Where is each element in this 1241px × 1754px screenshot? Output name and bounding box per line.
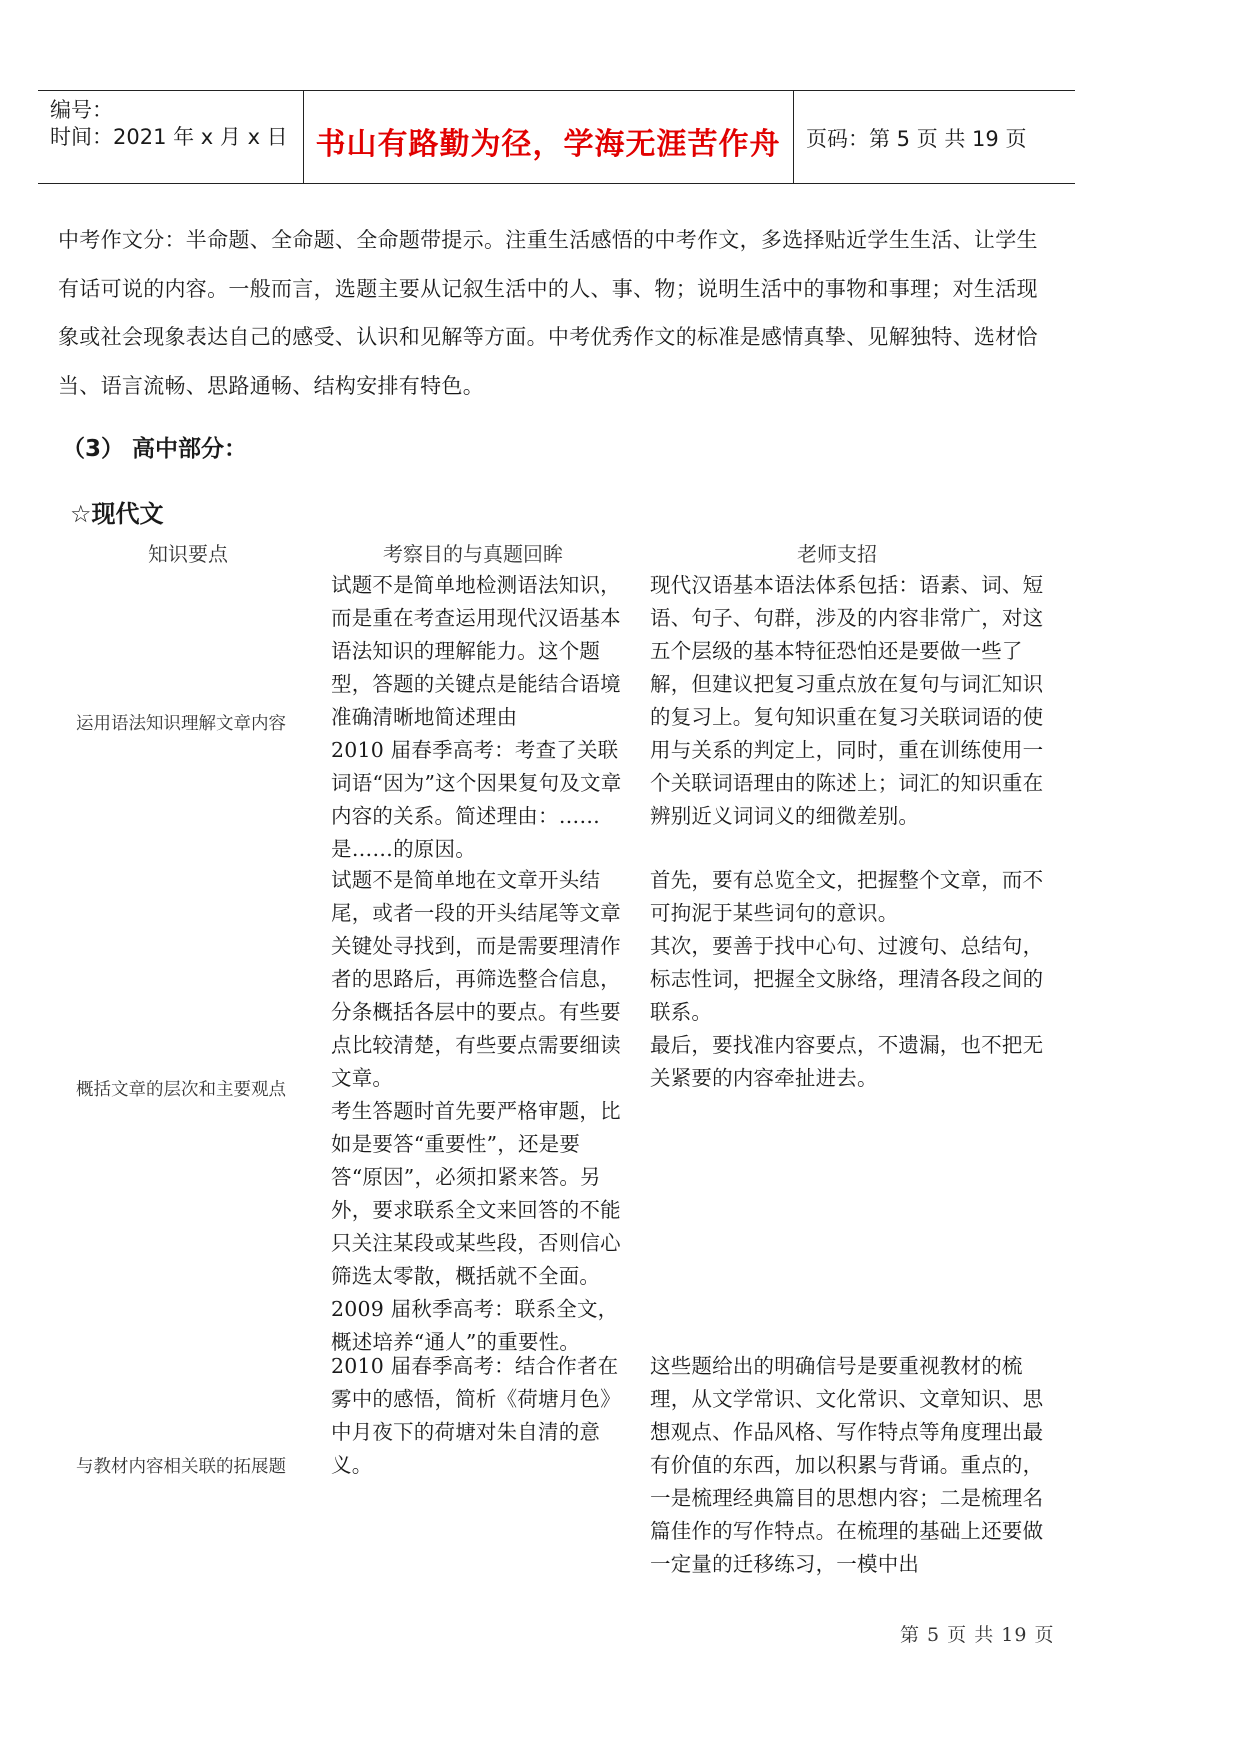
row-2-point: 概括文章的层次和主要观点 xyxy=(76,1080,286,1100)
table-header-purpose: 考察目的与真题回眸 xyxy=(383,542,563,566)
header-page-number: 页码：第 5 页 共 19 页 xyxy=(806,127,1027,151)
row-2-tips: 首先，要有总览全文，把握整个文章，而不可拘泥于某些词句的意识。 其次，要善于找中心句、过渡句、总结句，标志性词，把握全文脉络，理清各段之间的联系。 最后，要找准内容要点，不遗漏，也不把无关紧要的内容牵扯进去。 xyxy=(650,868,1044,1090)
table-header-tips: 老师支招 xyxy=(797,542,877,566)
row-2-purpose: 试题不是简单地在文章开头结尾，或者一段的开头结尾等文章关键处寻找到，而是需要理清作者的思路后，再筛选整合信息，分条概括各层中的要点。有些要点比较清楚，有些要点需要细读文章。 考生答题时首先要严格审题，比如是要答“重要性”，还是要答“原因”，必须扣紧来答。另外，要求联系全文来回答的不能只关注某段或某些段，否则信心筛选太零散，概括就不全面。 2009 届秋季高考：联系全文，概述培养“通人”的重要性。 xyxy=(331,868,621,1354)
header-meta-cell xyxy=(38,91,304,183)
row-1-purpose: 试题不是简单地检测语法知识，而是重在考查运用现代汉语基本语法知识的理解能力。这个题型，答题的关键点是能结合语境准确清晰地简述理由 2010 届春季高考：考查了关联词语“因为”这个因果复句及文章内容的关系。简述理由：……是……的原因。 xyxy=(331,573,622,861)
row-3-purpose: 2010 届春季高考：结合作者在雾中的感悟，简析《荷塘月色》中月夜下的荷塘对朱自清的意义。 xyxy=(331,1354,621,1477)
page-header xyxy=(38,90,1075,184)
intro-paragraph: 中考作文分：半命题、全命题、全命题带提示。注重生活感悟的中考作文，多选择贴近学生生活、让学生有话可说的内容。一般而言，选题主要从记叙生活中的人、事、物；说明生活中的事物和事理；对生活现象或社会现象表达自己的感受、认识和见解等方面。中考优秀作文的标准是感情真挚、见解独特、选材恰当、语言流畅、思路通畅、结构安排有特色。 xyxy=(58,228,1038,398)
row-3-tips: 这些题给出的明确信号是要重视教材的梳理，从文学常识、文化常识、文章知识、思想观点、作品风格、写作特点等角度理出最有价值的东西，加以积累与背诵。重点的，一是梳理经典篇目的思想内容；二是梳理名篇佳作的写作特点。在梳理的基础上还要做一定量的迁移练习，一模中出 xyxy=(650,1354,1044,1576)
table-header-point: 知识要点 xyxy=(148,542,228,566)
page-footer: 第 5 页 共 19 页 xyxy=(900,1624,1055,1646)
row-1-tips: 现代汉语基本语法体系包括：语素、词、短语、句子、句群，涉及的内容非常广，对这五个层级的基本特征恐怕还是要做一些了解，但建议把复习重点放在复句与词汇知识的复习上。复句知识重在复习关联词语的使用与关系的判定上，同时，重在训练使用一个关联词语理由的陈述上；词汇的知识重在辨别近义词词义的细微差别。 xyxy=(650,573,1044,828)
row-1-point: 运用语法知识理解文章内容 xyxy=(76,714,286,734)
section-title: （3） 高中部分： xyxy=(62,436,248,462)
header-page-cell xyxy=(793,91,1075,183)
row-3-point: 与教材内容相关联的拓展题 xyxy=(76,1457,286,1477)
document-number-label: 编号： xyxy=(50,98,113,122)
header-motto: 书山有路勤为径，学海无涯苦作舟 xyxy=(315,127,781,162)
header-motto-cell xyxy=(303,91,794,183)
subsection-title: ☆现代文 xyxy=(70,500,164,528)
document-time-label: 时间：2021 年 x 月 x 日 xyxy=(50,125,288,149)
